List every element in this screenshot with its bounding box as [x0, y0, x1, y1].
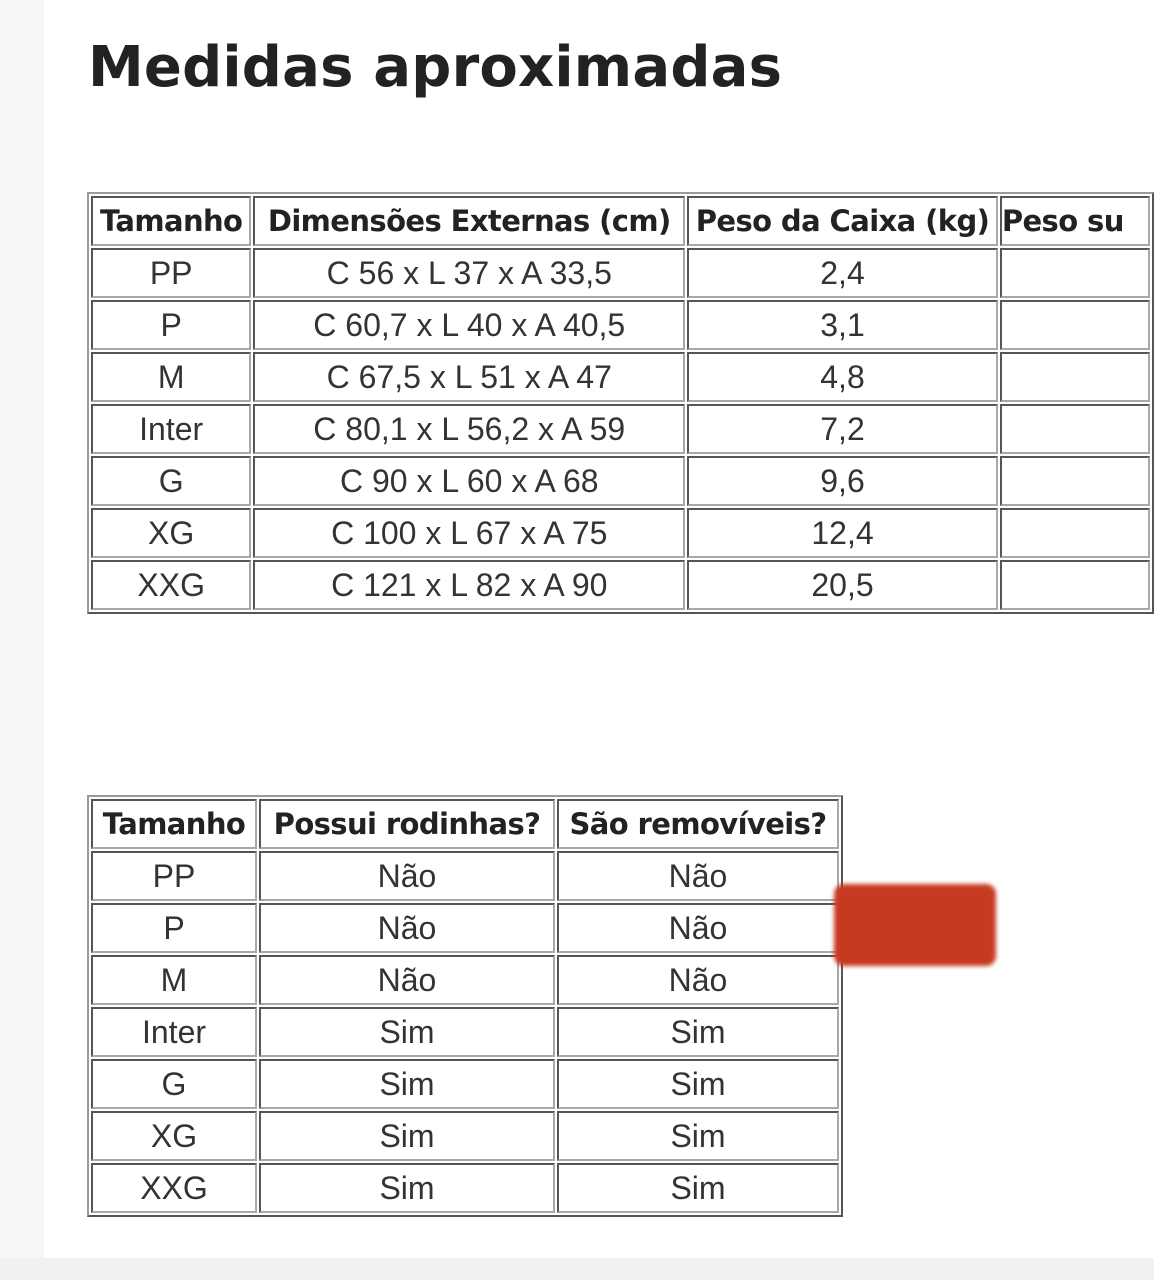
cell-size: XG	[91, 508, 251, 558]
cell-weight-support	[1000, 300, 1150, 350]
cell-size: M	[91, 955, 257, 1005]
cell-weight: 12,4	[687, 508, 998, 558]
cell-size: G	[91, 1059, 257, 1109]
cell-dimensions: C 60,7 x L 40 x A 40,5	[253, 300, 685, 350]
cell-dimensions: C 56 x L 37 x A 33,5	[253, 248, 685, 298]
wheels-table	[87, 795, 843, 1217]
cell-has-wheels: Não	[259, 903, 555, 953]
cell-has-wheels: Sim	[259, 1059, 555, 1109]
table-row	[91, 1163, 839, 1213]
bottom-edge	[0, 1258, 1154, 1280]
column-header-size: Tamanho	[91, 196, 251, 246]
table-row	[91, 248, 1150, 298]
cell-weight: 4,8	[687, 352, 998, 402]
cell-weight-support	[1000, 248, 1150, 298]
table-row	[91, 508, 1150, 558]
cell-weight-support	[1000, 508, 1150, 558]
table-header-row	[91, 196, 1150, 246]
table-row	[91, 456, 1150, 506]
table-row	[91, 300, 1150, 350]
cell-weight: 9,6	[687, 456, 998, 506]
cell-size: Inter	[91, 1007, 257, 1057]
table-row	[91, 404, 1150, 454]
cell-weight: 2,4	[687, 248, 998, 298]
table-row	[91, 903, 839, 953]
cell-has-wheels: Sim	[259, 1111, 555, 1161]
table-row	[91, 1059, 839, 1109]
cell-size: G	[91, 456, 251, 506]
table-row	[91, 1111, 839, 1161]
table-row	[91, 352, 1150, 402]
column-header-dimensions: Dimensões Externas (cm)	[253, 196, 685, 246]
cell-has-wheels: Sim	[259, 1163, 555, 1213]
cell-weight: 7,2	[687, 404, 998, 454]
table-row	[91, 851, 839, 901]
page-content	[44, 0, 1154, 1258]
cell-size: XXG	[91, 1163, 257, 1213]
redaction-mark	[834, 884, 996, 966]
cell-weight-support	[1000, 456, 1150, 506]
cell-weight: 20,5	[687, 560, 998, 610]
cell-removable: Não	[557, 903, 839, 953]
cell-size: P	[91, 300, 251, 350]
cell-removable: Não	[557, 955, 839, 1005]
cell-removable: Sim	[557, 1111, 839, 1161]
cell-has-wheels: Não	[259, 955, 555, 1005]
cell-removable: Não	[557, 851, 839, 901]
cell-dimensions: C 121 x L 82 x A 90	[253, 560, 685, 610]
column-header-has-wheels: Possui rodinhas?	[259, 799, 555, 849]
page-title: Medidas aproximadas	[88, 35, 783, 100]
dimensions-table	[87, 192, 1154, 614]
cell-dimensions: C 100 x L 67 x A 75	[253, 508, 685, 558]
column-header-weight-support: Peso su	[1000, 196, 1150, 246]
cell-weight-support	[1000, 560, 1150, 610]
cell-weight: 3,1	[687, 300, 998, 350]
cell-dimensions: C 90 x L 60 x A 68	[253, 456, 685, 506]
cell-size: Inter	[91, 404, 251, 454]
cell-size: XXG	[91, 560, 251, 610]
cell-size: P	[91, 903, 257, 953]
cell-weight-support	[1000, 404, 1150, 454]
cell-size: PP	[91, 248, 251, 298]
table-row	[91, 1007, 839, 1057]
table-row	[91, 560, 1150, 610]
cell-dimensions: C 80,1 x L 56,2 x A 59	[253, 404, 685, 454]
cell-has-wheels: Não	[259, 851, 555, 901]
column-header-removable: São removíveis?	[557, 799, 839, 849]
cell-has-wheels: Sim	[259, 1007, 555, 1057]
cell-size: M	[91, 352, 251, 402]
cell-dimensions: C 67,5 x L 51 x A 47	[253, 352, 685, 402]
cell-removable: Sim	[557, 1059, 839, 1109]
column-header-size: Tamanho	[91, 799, 257, 849]
table-header-row	[91, 799, 839, 849]
cell-size: XG	[91, 1111, 257, 1161]
cell-weight-support	[1000, 352, 1150, 402]
cell-size: PP	[91, 851, 257, 901]
cell-removable: Sim	[557, 1007, 839, 1057]
cell-removable: Sim	[557, 1163, 839, 1213]
column-header-box-weight: Peso da Caixa (kg)	[687, 196, 998, 246]
table-row	[91, 955, 839, 1005]
